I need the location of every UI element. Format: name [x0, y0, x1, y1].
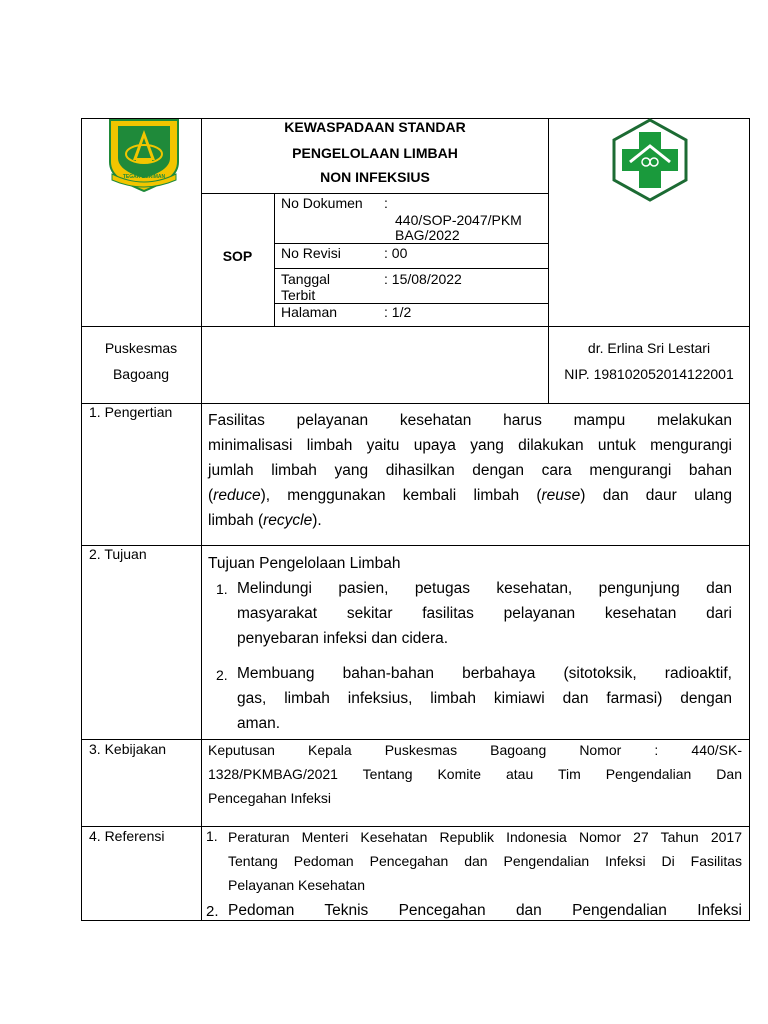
- date-value: : 15/08/2022: [384, 271, 462, 287]
- kebijakan-line: Keputusan Kepala Puskesmas Bagoang Nomor : 440/SK-: [208, 742, 742, 758]
- signer-name: dr. Erlina Sri Lestari: [587, 340, 711, 356]
- tujuan-item-1-number: 1.: [216, 581, 228, 597]
- kebijakan-line: Pencegahan Infeksi: [208, 790, 331, 806]
- doc-no-value-1: 440/SOP-2047/PKM: [395, 212, 522, 228]
- section-label-tujuan: 2. Tujuan: [89, 546, 147, 562]
- referensi-item-1-line: Pelayanan Kesehatan: [228, 877, 365, 893]
- signer-nip: NIP. 198102052014122001: [564, 366, 734, 382]
- page-label: Halaman: [281, 304, 338, 320]
- referensi-item-2-line: Pedoman Teknis Pencegahan dan Pengendalian Infeksi: [228, 902, 742, 919]
- puskesmas-logo: [608, 118, 692, 202]
- title-line-2: PENGELOLAAN LIMBAH: [292, 145, 458, 161]
- tujuan-item-1: [237, 576, 732, 651]
- referensi-item-1-number: 1.: [206, 828, 218, 844]
- tujuan-item-2-line: aman.: [237, 715, 281, 732]
- pengertian-line: Fasilitas pelayanan kesehatan harus mampu melakukan: [208, 412, 732, 429]
- title-line-1: KEWASPADAAN STANDAR: [284, 119, 466, 135]
- org-line-2: Bagoang: [112, 366, 170, 382]
- revision-label: No Revisi: [281, 245, 341, 261]
- sop-label: SOP: [222, 248, 253, 264]
- tujuan-heading: Tujuan Pengelolaan Limbah: [208, 555, 401, 572]
- tujuan-item-2-line: Membuang bahan-bahan berbahaya (sitotoksik, radioaktif,: [237, 665, 732, 682]
- pengertian-line: jumlah limbah yang dihasilkan dengan cara mengurangi bahan: [208, 462, 732, 479]
- doc-no-label: No Dokumen: [281, 195, 363, 211]
- tujuan-item-1-line: Melindungi pasien, petugas kesehatan, pengunjung dan: [237, 580, 732, 597]
- title-line-3: NON INFEKSIUS: [320, 169, 430, 185]
- date-label-2: Terbit: [281, 287, 316, 303]
- pengertian-line: minimalisasi limbah yaitu upaya yang dilakukan untuk mengurangi: [208, 437, 732, 454]
- tujuan-item-1-line: masyarakat sekitar fasilitas pelayanan kesehatan dari: [237, 605, 732, 622]
- logo-motto: TEGAR BERIMAN: [122, 174, 166, 180]
- doc-no-sep: :: [384, 195, 388, 211]
- referensi-item-2: [228, 898, 742, 923]
- date-label-1: Tanggal: [281, 271, 331, 287]
- doc-no-value-2: BAG/2022: [395, 227, 460, 243]
- referensi-item-1-line: Tentang Pedoman Pencegahan dan Pengendalian Infeksi Di Fasilitas: [228, 853, 742, 869]
- pengertian-line: limbah (recycle).: [208, 512, 322, 529]
- section-label-pengertian: 1. Pengertian: [89, 404, 173, 420]
- kebijakan-body: [208, 738, 742, 810]
- org-line-1: Puskesmas: [104, 340, 178, 356]
- pengertian-line: (reduce), menggunakan kembali limbah (reuse) dan daur ulang: [208, 487, 733, 504]
- referensi-item-2-number: 2.: [206, 903, 219, 920]
- revision-value: : 00: [384, 245, 408, 261]
- referensi-item-1: [228, 825, 742, 897]
- section-label-kebijakan: 3. Kebijakan: [89, 741, 167, 757]
- section-label-referensi: 4. Referensi: [89, 828, 165, 844]
- tujuan-item-1-line: penyebaran infeksi dan cidera.: [237, 630, 449, 647]
- referensi-item-1-line: Peraturan Menteri Kesehatan Republik Indonesia Nomor 27 Tahun 2017: [228, 829, 742, 845]
- tujuan-item-2-line: gas, limbah infeksius, limbah kimiawi dan farmasi) dengan: [237, 690, 732, 707]
- kebijakan-line: 1328/PKMBAG/2021 Tentang Komite atau Tim Pengendalian Dan: [208, 766, 742, 782]
- page-value: : 1/2: [384, 304, 412, 320]
- regency-logo: [106, 118, 182, 194]
- tujuan-item-2-number: 2.: [216, 667, 228, 683]
- tujuan-item-2: [237, 661, 732, 736]
- pengertian-body: [208, 408, 732, 533]
